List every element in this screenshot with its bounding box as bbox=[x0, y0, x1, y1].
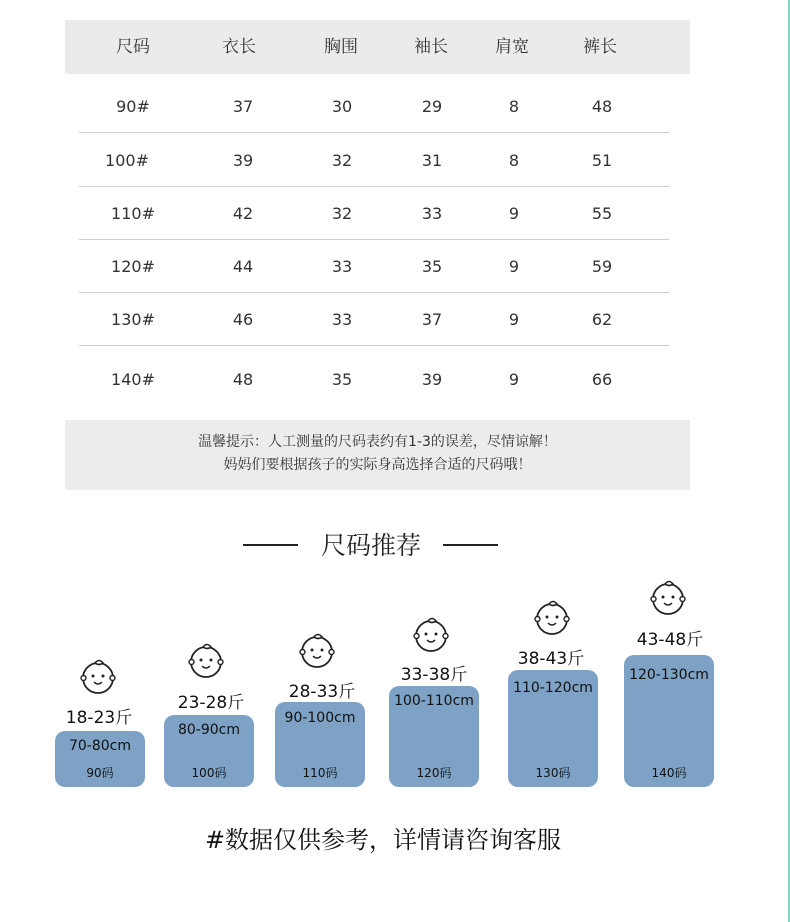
weight-label: 18-23斤 bbox=[65, 708, 133, 728]
cell-length: 44 bbox=[232, 257, 254, 276]
table-row bbox=[79, 353, 669, 406]
cell-pants: 55 bbox=[591, 204, 613, 223]
cell-sleeve: 33 bbox=[421, 204, 443, 223]
height-range: 70-80cm bbox=[68, 738, 131, 754]
height-block bbox=[55, 731, 145, 787]
cell-size: 130# bbox=[111, 310, 155, 329]
cell-chest: 30 bbox=[331, 97, 353, 116]
baby-face-icon bbox=[410, 615, 452, 657]
height-range: 120-130cm bbox=[629, 667, 709, 683]
height-range: 100-110cm bbox=[394, 693, 474, 709]
height-range: 80-90cm bbox=[177, 722, 240, 738]
title-right-line bbox=[443, 544, 498, 546]
height-range: 110-120cm bbox=[513, 680, 593, 696]
cell-shoulder: 9 bbox=[508, 204, 520, 223]
table-row bbox=[79, 134, 669, 187]
cell-chest: 33 bbox=[331, 310, 353, 329]
cell-shoulder: 9 bbox=[508, 257, 520, 276]
cell-length: 39 bbox=[232, 151, 254, 170]
baby-face-icon bbox=[531, 598, 573, 640]
cell-chest: 33 bbox=[331, 257, 353, 276]
table-row bbox=[79, 187, 669, 240]
weight-label: 23-28斤 bbox=[177, 693, 245, 713]
cell-sleeve: 37 bbox=[421, 310, 443, 329]
size-code: 100码 bbox=[191, 766, 227, 780]
row-divider bbox=[79, 132, 669, 133]
cell-sleeve: 35 bbox=[421, 257, 443, 276]
cell-shoulder: 8 bbox=[508, 151, 520, 170]
table-row bbox=[79, 80, 669, 133]
size-code: 120码 bbox=[416, 766, 452, 780]
cell-length: 48 bbox=[232, 370, 254, 389]
weight-label: 43-48斤 bbox=[636, 630, 704, 650]
header-length: 衣长 bbox=[222, 37, 256, 57]
cell-pants: 51 bbox=[591, 151, 613, 170]
table-row bbox=[79, 293, 669, 346]
height-block bbox=[624, 655, 714, 787]
notice-line-1: 温馨提示：人工测量的尺码表约有1-3的误差，尽情谅解！ bbox=[198, 434, 557, 450]
cell-size: 120# bbox=[111, 257, 155, 276]
cell-shoulder: 8 bbox=[508, 97, 520, 116]
header-sleeve: 袖长 bbox=[414, 37, 448, 57]
header-size: 尺码 bbox=[116, 37, 150, 57]
cell-chest: 32 bbox=[331, 151, 353, 170]
header-shoulder: 肩宽 bbox=[495, 37, 529, 57]
cell-sleeve: 31 bbox=[421, 151, 443, 170]
size-table-header bbox=[65, 20, 690, 74]
cell-length: 46 bbox=[232, 310, 254, 329]
cell-length: 37 bbox=[232, 97, 254, 116]
cell-sleeve: 39 bbox=[421, 370, 443, 389]
cell-shoulder: 9 bbox=[508, 310, 520, 329]
cell-pants: 48 bbox=[591, 97, 613, 116]
footer-note: #数据仅供参考，详情请咨询客服 bbox=[204, 826, 562, 854]
cell-sleeve: 29 bbox=[421, 97, 443, 116]
baby-face-icon bbox=[296, 631, 338, 673]
weight-label: 33-38斤 bbox=[400, 665, 468, 685]
height-range: 90-100cm bbox=[284, 710, 356, 726]
cell-length: 42 bbox=[232, 204, 254, 223]
measurement-notice bbox=[65, 420, 690, 490]
cell-size: 100# bbox=[105, 151, 149, 170]
size-code: 90码 bbox=[86, 766, 114, 780]
height-block bbox=[389, 686, 479, 787]
section-title: 尺码推荐 bbox=[320, 531, 421, 560]
cell-size: 110# bbox=[111, 204, 155, 223]
cell-pants: 59 bbox=[591, 257, 613, 276]
baby-face-icon bbox=[77, 657, 119, 699]
cell-size: 90# bbox=[116, 97, 150, 116]
cell-chest: 32 bbox=[331, 204, 353, 223]
baby-face-icon bbox=[647, 578, 689, 620]
size-code: 110码 bbox=[302, 766, 338, 780]
height-block bbox=[508, 670, 598, 787]
row-divider bbox=[79, 345, 669, 346]
height-block bbox=[275, 702, 365, 787]
cell-size: 140# bbox=[111, 370, 155, 389]
header-chest: 胸围 bbox=[324, 37, 358, 57]
weight-label: 28-33斤 bbox=[288, 682, 356, 702]
baby-face-icon bbox=[185, 641, 227, 683]
size-code: 140码 bbox=[651, 766, 687, 780]
header-pants: 裤长 bbox=[583, 37, 617, 57]
cell-pants: 66 bbox=[591, 370, 613, 389]
height-block bbox=[164, 715, 254, 787]
cell-pants: 62 bbox=[591, 310, 613, 329]
cell-shoulder: 9 bbox=[508, 370, 520, 389]
cell-chest: 35 bbox=[331, 370, 353, 389]
table-row bbox=[79, 240, 669, 293]
notice-line-2: 妈妈们要根据孩子的实际身高选择合适的尺码哦！ bbox=[223, 457, 532, 473]
weight-label: 38-43斤 bbox=[517, 649, 585, 669]
size-code: 130码 bbox=[535, 766, 571, 780]
